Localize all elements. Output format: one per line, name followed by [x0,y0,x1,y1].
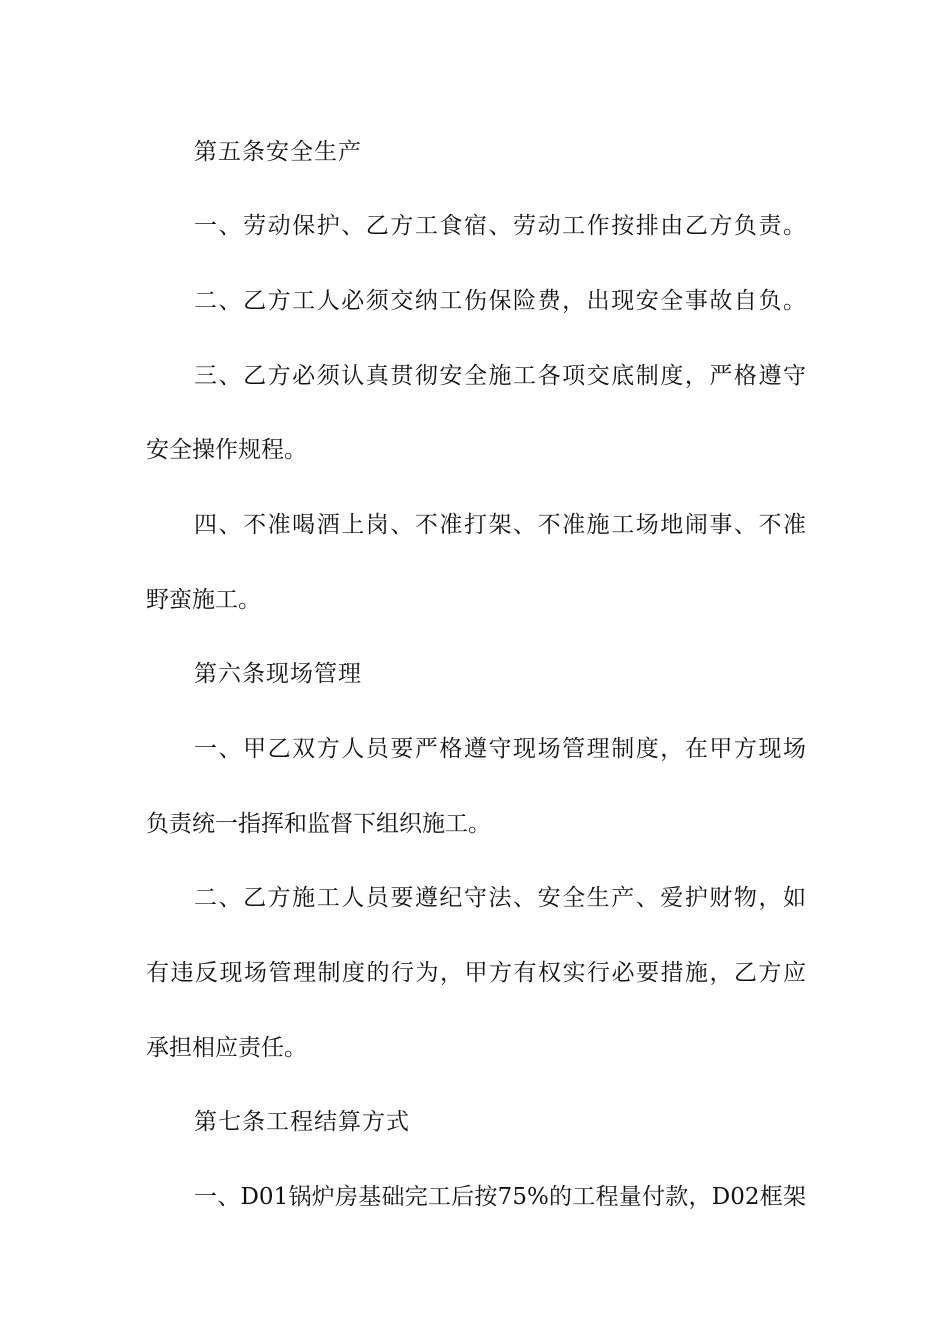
section-5-heading: 第五条安全生产 [194,139,362,165]
section-5-item-4-line-1: 四、不准喝酒上岗、不准打架、不准施工场地闹事、不准 [194,512,806,538]
section-6-item-1-line-2: 负责统一指挥和监督下组织施工。 [146,811,491,837]
section-7-heading: 第七条工程结算方式 [194,1109,410,1135]
section-6-item-2-line-2: 有违反现场管理制度的行为，甲方有权实行必要措施，乙方应 [146,960,806,986]
section-6-item-1-line-1: 一、甲乙双方人员要严格遵守现场管理制度，在甲方现场 [194,736,806,762]
section-6-item-2-line-1: 二、乙方施工人员要遵纪守法、安全生产、爱护财物，如 [194,885,806,911]
section-7-item-1-line-1: 一、D01锅炉房基础完工后按75%的工程量付款，D02框架 [194,1184,806,1210]
section-6-item-2-line-3: 承担相应责任。 [146,1035,307,1061]
section-5-item-1: 一、劳动保护、乙方工食宿、劳动工作按排由乙方负责。 [194,213,806,239]
section-5-item-2: 二、乙方工人必须交纳工伤保险费，出现安全事故自负。 [194,288,806,314]
section-5-item-4-line-2: 野蛮施工。 [146,587,261,613]
section-5-item-3-line-1: 三、乙方必须认真贯彻安全施工各项交底制度，严格遵守 [194,363,806,389]
section-6-heading: 第六条现场管理 [194,661,362,687]
section-5-item-3-line-2: 安全操作规程。 [146,437,307,463]
